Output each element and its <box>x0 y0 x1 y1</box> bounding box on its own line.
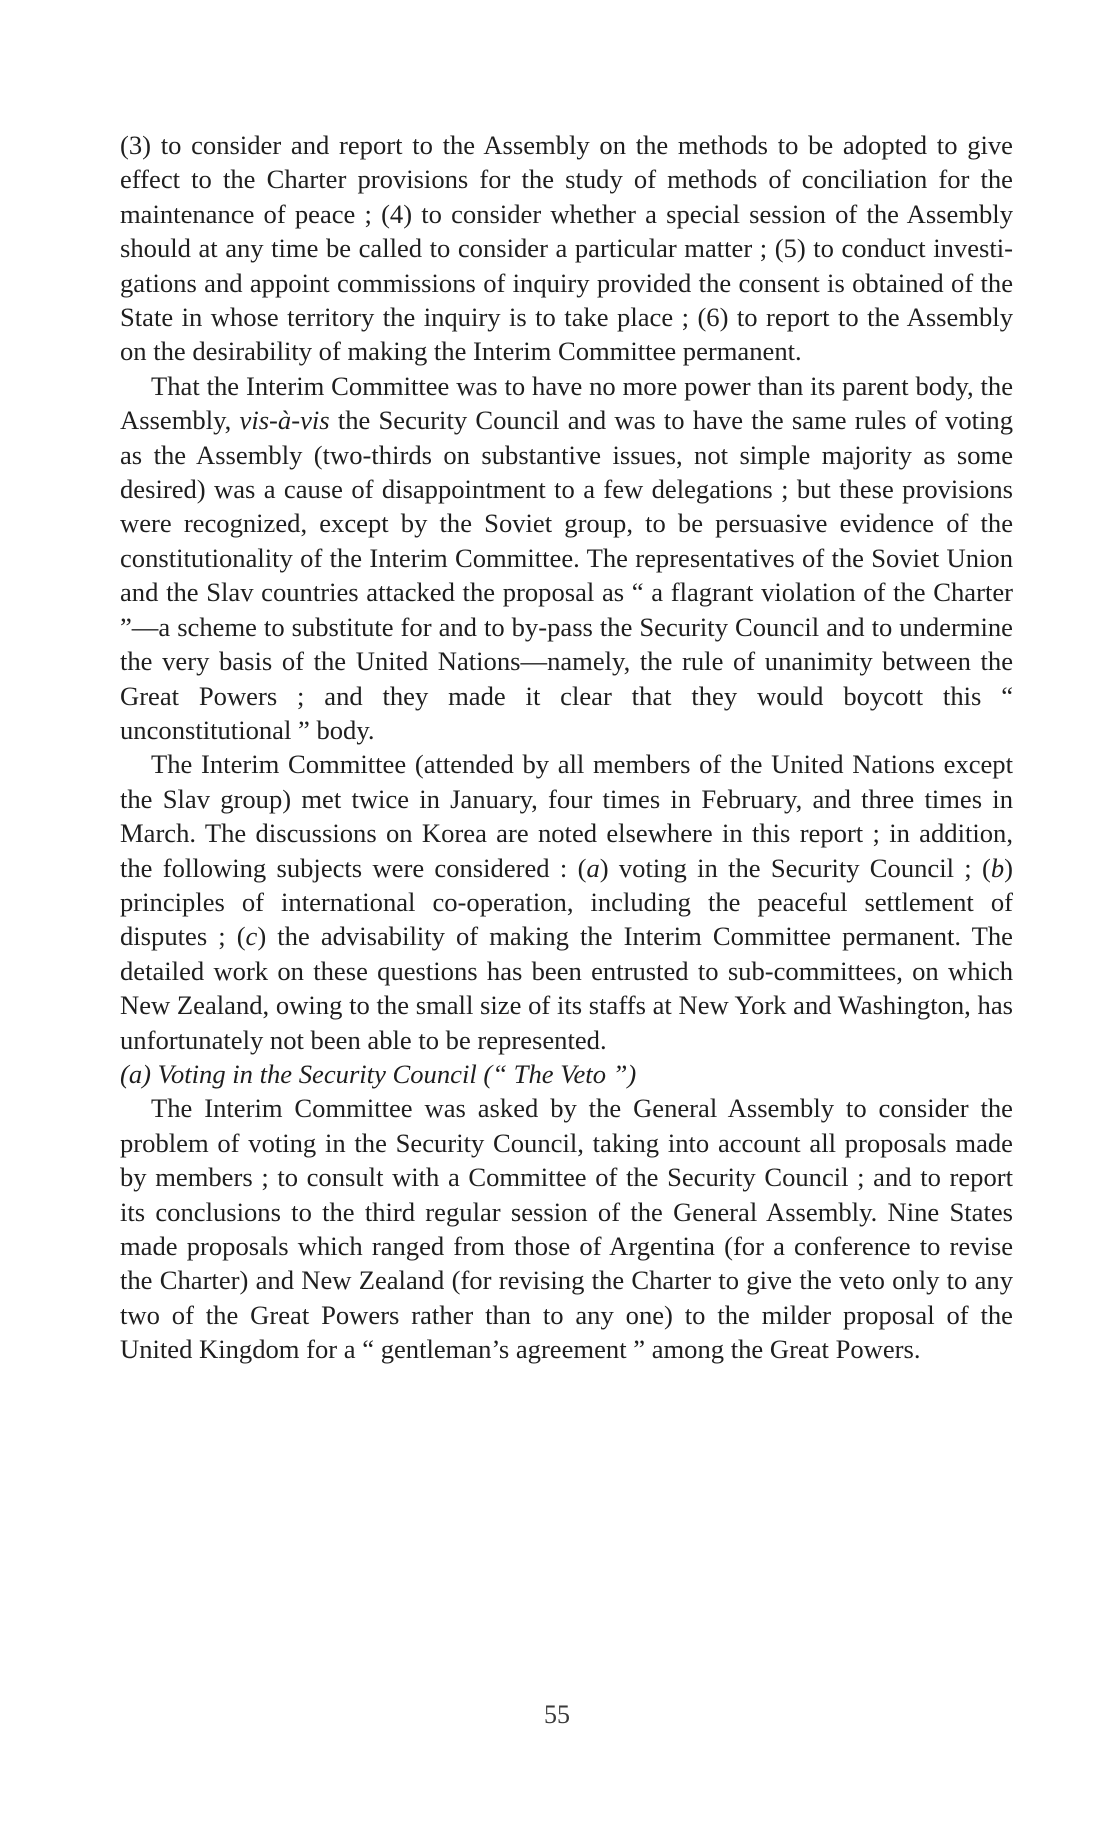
body-text <box>120 128 1013 1367</box>
paragraph-2: That the Interim Committee was to have no more power than its parent body, the Assembly, vis-à-vis the Security Council and was to have the same rules of voting as the Assembly (two-thirds on substantive issues, not simple majority as some desired) was a cause of disappointment to a few delegations ; but these provisions were recognized, except by the Soviet group, to be persuasive evidence of the constitutionality of the Interim Committee. The representatives of the Soviet Union and the Slav countries attacked the proposal as “ a flagrant violation of the Charter ”—a scheme to substitute for and to by-pass the Security Council and to undermine the very basis of the United Nations—namely, the rule of unanimity between the Great Powers ; and they made it clear that they would boycott this “ unconstitutional ” body. <box>120 370 1013 745</box>
paragraph-4: The Interim Committee was asked by the General Assembly to consider the problem of voting in the Security Council, taking into account all proposals made by members ; to consult with a Committee of the Security Council ; and to report its conclusions to the third regular session of the General Assembly. Nine States made proposals which ranged from those of Argentina (for a conference to revise the Charter) and New Zealand (for revising the Charter to give the veto only to any two of the Great Powers rather than to any one) to the milder proposal of the United Kingdom for a “ gentleman’s agreement ” among the Great Powers. <box>120 1093 1013 1365</box>
paragraph-1: (3) to consider and report to the Assembly on the methods to be adopted to give effect to the Charter provisions for the study of methods of conciliation for the maintenance of peace ; (4) to consider whether a special session of the Assembly should at any time be called to consider a particular matter ; (5) to conduct investigations and appoint commissions of inquiry provided the consent is obtained of the State in whose territory the inquiry is to take place ; (6) to report to the Assembly on the desirability of making the Interim Committee permanent. <box>120 130 1013 367</box>
italic-vis-a-vis: vis-à-vis <box>239 405 330 436</box>
section-heading: (a) Voting in the Security Council (“ The Veto ”) <box>120 1058 637 1089</box>
page-number: 55 <box>544 1700 570 1729</box>
paragraph-3: The Interim Committee (attended by all members of the United Nations except the Slav group) met twice in January, four times in February, and three times in March. The discussions on Korea are noted elsewhere in this report ; in addition, the following subjects were considered : (a) voting in the Security Council ; (b) principles of international co-operation, including the peaceful settlement of disputes ; (c) the advisability of making the Interim Committee permanent. The detailed work on these questions has been entrusted to sub-committees, on which New Zealand, owing to the small size of its staffs at New York and Washington, has unfortunately not been able to be represented. <box>120 749 1013 1055</box>
